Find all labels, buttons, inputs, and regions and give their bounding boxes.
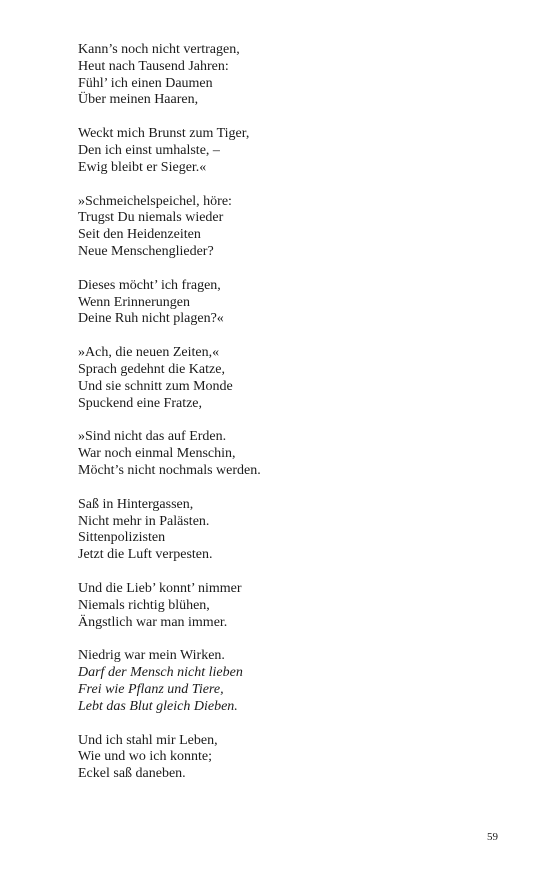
- poem-line: Sittenpolizisten: [78, 530, 166, 546]
- poem-line: War noch einmal Menschin,: [78, 446, 236, 462]
- stanza: [78, 497, 498, 564]
- poem-line: Dieses möcht’ ich fragen,: [78, 277, 221, 293]
- stanza: [78, 42, 498, 109]
- poem-line: Und die Lieb’ konnt’ nimmer: [78, 580, 242, 596]
- poem-line: Den ich einst umhalste, –: [78, 142, 220, 158]
- poem-line: Heut nach Tausend Jahren:: [78, 58, 229, 74]
- stanza: [78, 278, 498, 328]
- poem-line: Kann’s noch nicht vertragen,: [78, 42, 240, 57]
- poem-line: Frei wie Pflanz und Tiere,: [78, 681, 224, 697]
- stanza: [78, 581, 498, 631]
- poem-line: Weckt mich Brunst zum Tiger,: [78, 126, 250, 142]
- stanza: [78, 194, 498, 261]
- poem-text: [78, 42, 498, 800]
- poem-line: Ewig bleibt er Sieger.«: [78, 159, 207, 175]
- poem-line: »Ach, die neuen Zeiten,«: [78, 345, 220, 361]
- poem-line: »Schmeichelspeichel, höre:: [78, 193, 232, 209]
- stanza: [78, 345, 498, 412]
- poem-line: Wenn Erinnerungen: [78, 294, 190, 310]
- poem-line: Lebt das Blut gleich Dieben.: [78, 698, 238, 714]
- poem-line: Eckel saß daneben.: [78, 766, 186, 782]
- poem-line: Saß in Hintergassen,: [78, 496, 194, 512]
- poem-line: Deine Ruh nicht plagen?«: [78, 311, 224, 327]
- poem-line: Und sie schnitt zum Monde: [78, 378, 233, 394]
- poem-line: Jetzt die Luft verpesten.: [78, 547, 213, 563]
- stanza: [78, 429, 498, 479]
- poem-line: Niemals richtig blühen,: [78, 597, 210, 613]
- poem-line: Über meinen Haaren,: [78, 92, 199, 108]
- poem-line: Spuckend eine Fratze,: [78, 395, 203, 411]
- stanza: [78, 126, 498, 176]
- poem-line: Niedrig war mein Wirken.: [78, 648, 225, 664]
- stanza: [78, 648, 498, 715]
- poem-line: Neue Menschenglieder?: [78, 243, 214, 259]
- poem-line: Ängstlich war man immer.: [78, 614, 228, 630]
- page-number: 59: [487, 831, 498, 843]
- poem-line: Sprach gedehnt die Katze,: [78, 361, 225, 377]
- poem-line: Fühl’ ich einen Daumen: [78, 75, 213, 91]
- poem-line: Nicht mehr in Palästen.: [78, 513, 210, 529]
- poem-line: Seit den Heidenzeiten: [78, 227, 201, 243]
- poem-line: Darf der Mensch nicht lieben: [78, 665, 243, 681]
- poem-line: Möcht’s nicht nochmals werden.: [78, 462, 261, 478]
- poem-line: Wie und wo ich konnte;: [78, 749, 212, 765]
- poem-line: Und ich stahl mir Leben,: [78, 732, 218, 748]
- poem-line: »Sind nicht das auf Erden.: [78, 429, 227, 445]
- poem-line: Trugst Du niemals wieder: [78, 210, 224, 226]
- stanza: [78, 733, 498, 783]
